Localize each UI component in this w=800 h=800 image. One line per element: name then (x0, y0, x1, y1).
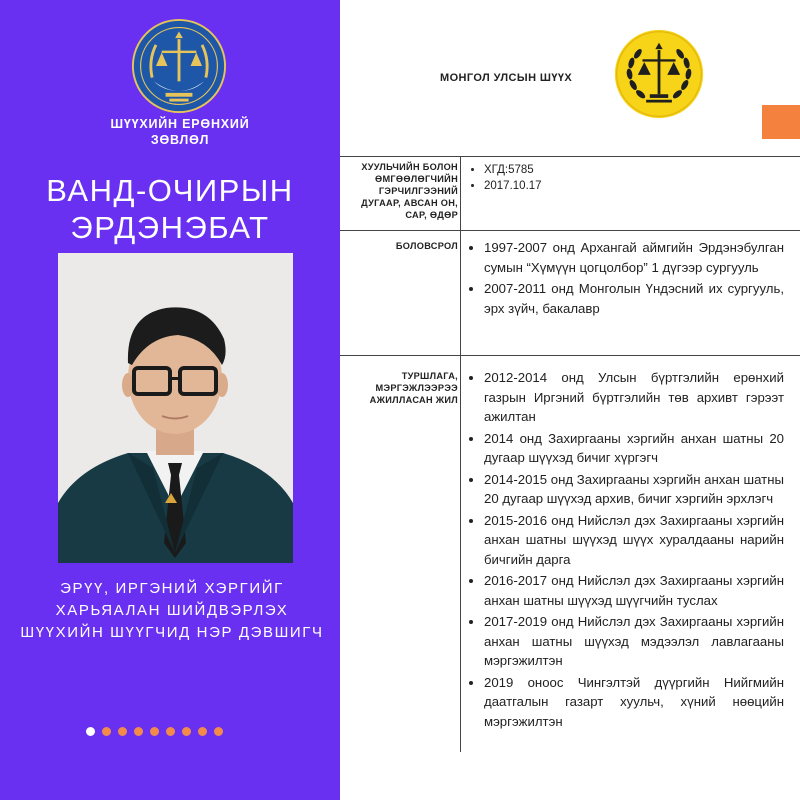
list-item: • 2017.10.17 (484, 178, 784, 194)
carousel-dot[interactable] (134, 727, 143, 736)
council-name: ШҮҮХИЙН ЕРӨНХИЙ ЗӨВЛӨЛ (110, 117, 250, 147)
carousel-dot[interactable] (198, 727, 207, 736)
section-content-education (470, 238, 784, 318)
carousel-dots (86, 727, 223, 739)
carousel-dot[interactable] (214, 727, 223, 736)
section-label-certificate: ХУУЛЬЧИЙН БОЛОН ӨМГӨӨЛӨГЧИЙН ГЭРЧИЛГЭЭНИЙ ДУГААР, АВСАН ОН, САР, ӨДӨР (361, 162, 458, 220)
orange-accent-block (762, 105, 800, 139)
list-item: • ХГД:5785 (484, 162, 784, 178)
section-label-experience: ТУРШЛАГА, МЭРГЭЖЛЭЭРЭЭ АЖИЛЛАСАН ЖИЛ (369, 371, 458, 405)
carousel-dot[interactable] (86, 727, 95, 736)
court-emblem-icon (613, 28, 705, 120)
council-emblem-icon (131, 18, 227, 114)
table-top-divider (340, 156, 800, 157)
list-item: • 2016-2017 онд Нийслэл дэх Захиргааны хэргийн анхан шатны шүүхэд шүүгчийн туслах (484, 571, 784, 610)
list-item: • 2012-2014 онд Улсын бүртгэлийн ерөнхий газрын Иргэний бүртгэлийн төв архивт гэрээт ажилтан (484, 368, 784, 427)
carousel-dot[interactable] (182, 727, 191, 736)
list-item: • 2017-2019 онд Нийслэл дэх Захиргааны хэргийн анхан шатны шүүхэд мэдээлэл лавлагааны мэргэжилтэн (484, 612, 784, 671)
carousel-dot[interactable] (166, 727, 175, 736)
carousel-dot[interactable] (118, 727, 127, 736)
section-divider-1 (340, 230, 800, 231)
list-item: • 2014 онд Захиргааны хэргийн анхан шатны 20 дугаар шүүхэд бичиг хүргэгч (484, 429, 784, 468)
section-content-certificate (470, 162, 784, 194)
portrait-photo (58, 253, 293, 563)
list-item: • 2019 оноос Чингэлтэй дүүргийн Нийгмийн даатгалын газарт хуульч, хүний нөөцийн мэргэжилтэн (484, 673, 784, 732)
list-item: • 2014-2015 онд Захиргааны хэргийн анхан шатны 20 дугаар шүүхэд архив, бичиг хэргийн эрхлэгч (484, 470, 784, 509)
section-divider-2 (340, 355, 800, 356)
list-item: • 1997-2007 онд Архангай аймгийн Эрдэнэбулган сумын “Хүмүүн цогцолбор” 1 дүгээр сургууль (484, 238, 784, 277)
carousel-dot[interactable] (150, 727, 159, 736)
table-column-divider (460, 156, 461, 752)
list-item: • 2007-2011 онд Монголын Үндэсний их сургууль, эрх зүйч, бакалавр (484, 279, 784, 318)
candidate-description: ЭРҮҮ, ИРГЭНИЙ ХЭРГИЙГ ХАРЬЯАЛАН ШИЙДВЭРЛЭХ ШҮҮХИЙН ШҮҮГЧИД НЭР ДЭВШИГЧ (20, 580, 324, 641)
person-name: ВАНД-ОЧИРЫН ЭРДЭНЭБАТ (46, 173, 294, 245)
section-content-experience (470, 368, 784, 731)
list-item: • 2015-2016 онд Нийслэл дэх Захиргааны хэргийн анхан шатны шүүхэд шүүх хуралдааны нарийн бичгийн дарга (484, 511, 784, 570)
carousel-dot[interactable] (102, 727, 111, 736)
court-title: МОНГОЛ УЛСЫН ШҮҮХ (440, 72, 573, 84)
section-label-education: БОЛОВСРОЛ (395, 241, 458, 251)
